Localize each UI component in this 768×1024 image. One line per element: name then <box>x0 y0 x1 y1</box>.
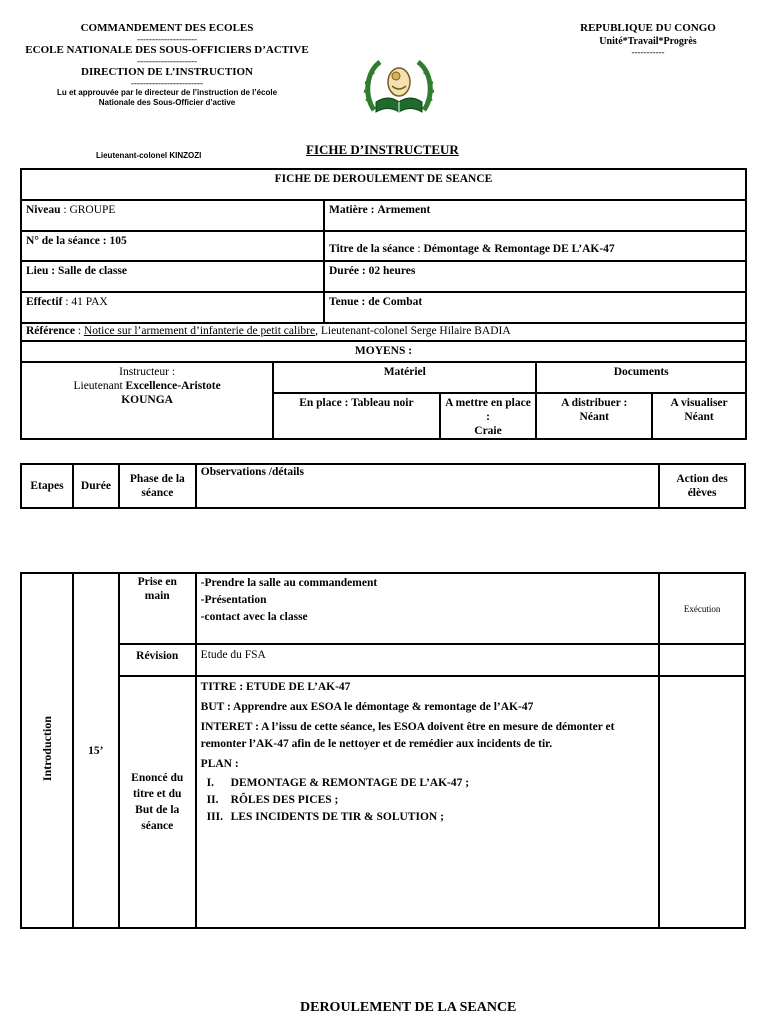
seance-number-value: 105 <box>109 235 127 247</box>
plan-item <box>201 809 654 826</box>
niveau-value: GROUPE <box>69 204 116 216</box>
duree-label: Durée : <box>329 265 366 277</box>
duree-value: 02 heures <box>368 265 416 277</box>
direction-name: DIRECTION DE L’INSTRUCTION <box>81 66 253 78</box>
national-motto: Unité*Travail*Progrès <box>599 36 697 47</box>
enonce-but: BUT : Apprendre aux ESOA le démontage & remontage de l’AK-47 <box>200 701 534 713</box>
a-distribuer-cell <box>536 393 652 439</box>
separator: -------------------- <box>137 34 197 44</box>
duree-cell <box>324 261 746 292</box>
a-distribuer-label: A distribuer : <box>561 397 628 409</box>
observations-header: Observations /détails <box>196 464 659 508</box>
intro-duree: 15’ <box>73 573 119 928</box>
en-place-cell: En place : Tableau noir <box>273 393 439 439</box>
lieu-label: Lieu : <box>26 265 56 277</box>
reference-cell: Référence : Notice sur l’armement d’infanterie de petit calibre, Lieutenant-colonel Serge Hilaire BADIA <box>21 323 746 341</box>
effectif-cell: Effectif : 41 PAX <box>21 292 324 323</box>
phase-enonce: Enoncé du titre et du But de la séance <box>119 676 196 928</box>
plan-item <box>201 792 654 809</box>
interet-text: : A l’issu de cette séance, les ESOA doivent être en mesure de démonter et remonter l’AK-47 afin de le nettoyer et de remédier aux incidents de tir. <box>200 721 615 750</box>
plan-list <box>201 775 654 826</box>
reference-document: Notice sur l’armement d’infanterie de petit calibre <box>83 325 316 337</box>
introduction-table <box>20 572 746 929</box>
matiere-value: Armement <box>377 204 431 216</box>
action-header: Action des élèves <box>659 464 745 508</box>
etape-introduction: Introduction <box>39 715 54 782</box>
plan-item <box>201 775 654 792</box>
tenue-cell <box>324 292 746 323</box>
plan-label: PLAN : <box>200 758 239 770</box>
instructeur-name-2: KOUNGA <box>121 394 173 406</box>
approval-line-2: Nationale des Sous-Officier d’active <box>98 98 236 107</box>
a-mettre-label: A mettre en place : <box>445 397 531 423</box>
seance-title-cell: Titre de la séance : Démontage & Remontage DE L’AK-47 <box>324 231 746 261</box>
detail-line: -contact avec la classe <box>200 611 308 623</box>
separator: ----------- <box>631 47 665 57</box>
seance-title-label: Titre de la séance <box>329 243 415 255</box>
plan-number: I. <box>206 777 215 789</box>
plan-text: DEMONTAGE & REMONTAGE DE L’AK-47 ; <box>230 777 470 789</box>
plan-number: II. <box>206 794 219 806</box>
phase-prise-en-main: Prise en main <box>119 573 196 644</box>
seance-number-cell <box>21 231 324 261</box>
fiche-title: FICHE DE DEROULEMENT DE SEANCE <box>21 169 746 200</box>
detail-line: -Présentation <box>200 594 267 606</box>
enonce-interet <box>201 719 654 753</box>
country-name: REPUBLIQUE DU CONGO <box>580 22 716 34</box>
command-name: COMMANDEMENT DES ECOLES <box>80 22 254 34</box>
signatory: Lieutenant-colonel KINZOZI <box>96 151 202 160</box>
plan-text: RÔLES DES PICES ; <box>230 794 339 806</box>
reference-label: Référence <box>26 325 75 337</box>
lieu-cell <box>21 261 324 292</box>
instructeur-label: Instructeur : <box>119 366 176 378</box>
fiche-table <box>20 168 747 440</box>
school-emblem-icon <box>362 52 436 124</box>
matiere-cell <box>324 200 746 231</box>
a-mettre-cell <box>440 393 537 439</box>
revision-action <box>659 644 745 676</box>
duree-header: Durée <box>73 464 119 508</box>
a-visualiser-value: Néant <box>684 411 714 423</box>
action-execution: Exécution <box>659 573 745 644</box>
tenue-label: Tenue : <box>329 296 366 308</box>
enonce-action <box>659 676 745 928</box>
a-visualiser-cell <box>652 393 746 439</box>
approval-line-1: Lu et approuvée par le directeur de l’instruction de l’école <box>56 88 278 97</box>
a-distribuer-value: Néant <box>579 411 609 423</box>
prise-en-main-details <box>196 573 659 644</box>
phase-header: Phase de la séance <box>119 464 196 508</box>
etapes-header: Etapes <box>21 464 73 508</box>
effectif-value: 41 PAX <box>71 296 108 308</box>
header-left <box>14 22 320 108</box>
deroulement-title: DEROULEMENT DE LA SEANCE <box>300 1000 517 1015</box>
separator: -------------------- <box>137 56 197 66</box>
document-title: FICHE D’INSTRUCTEUR <box>306 142 459 157</box>
seance-title-value: Démontage & Remontage DE L’AK-47 <box>423 243 615 255</box>
niveau-label: Niveau <box>26 204 61 216</box>
plan-text: LES INCIDENTS DE TIR & SOLUTION ; <box>230 811 444 823</box>
materiel-heading: Matériel <box>273 362 536 393</box>
effectif-label: Effectif <box>26 296 63 308</box>
separator: ------------------------ <box>131 78 203 88</box>
header-right <box>560 22 736 57</box>
a-visualiser-label: A visualiser <box>670 397 728 409</box>
documents-heading: Documents <box>536 362 746 393</box>
phase-revision: Révision <box>119 644 196 676</box>
matiere-label: Matière : <box>329 204 375 216</box>
etape-cell <box>21 573 73 928</box>
plan-number: III. <box>206 811 223 823</box>
moyens-heading: MOYENS : <box>21 341 746 362</box>
seance-number-label: N° de la séance : <box>26 235 107 247</box>
detail-line: -Prendre la salle au commandement <box>200 577 378 589</box>
lieu-value: Salle de classe <box>57 265 127 277</box>
revision-details: Etude du FSA <box>196 644 659 676</box>
school-name: ECOLE NATIONALE DES SOUS-OFFICIERS D’ACTIVE <box>25 44 309 56</box>
instructeur-cell <box>21 362 273 439</box>
steps-header-table <box>20 463 746 509</box>
niveau-cell: Niveau : GROUPE <box>21 200 324 231</box>
reference-author: , Lieutenant-colonel Serge Hilaire BADIA <box>315 325 511 337</box>
enonce-details <box>196 676 659 928</box>
tenue-value: de Combat <box>368 296 423 308</box>
interet-label: INTERET <box>200 721 253 733</box>
enonce-titre: TITRE : ETUDE DE L’AK-47 <box>200 681 351 693</box>
a-mettre-value: Craie <box>474 425 502 437</box>
instructeur-name-1: Excellence-Aristote <box>125 380 221 392</box>
instructeur-rank: Lieutenant <box>73 380 123 392</box>
